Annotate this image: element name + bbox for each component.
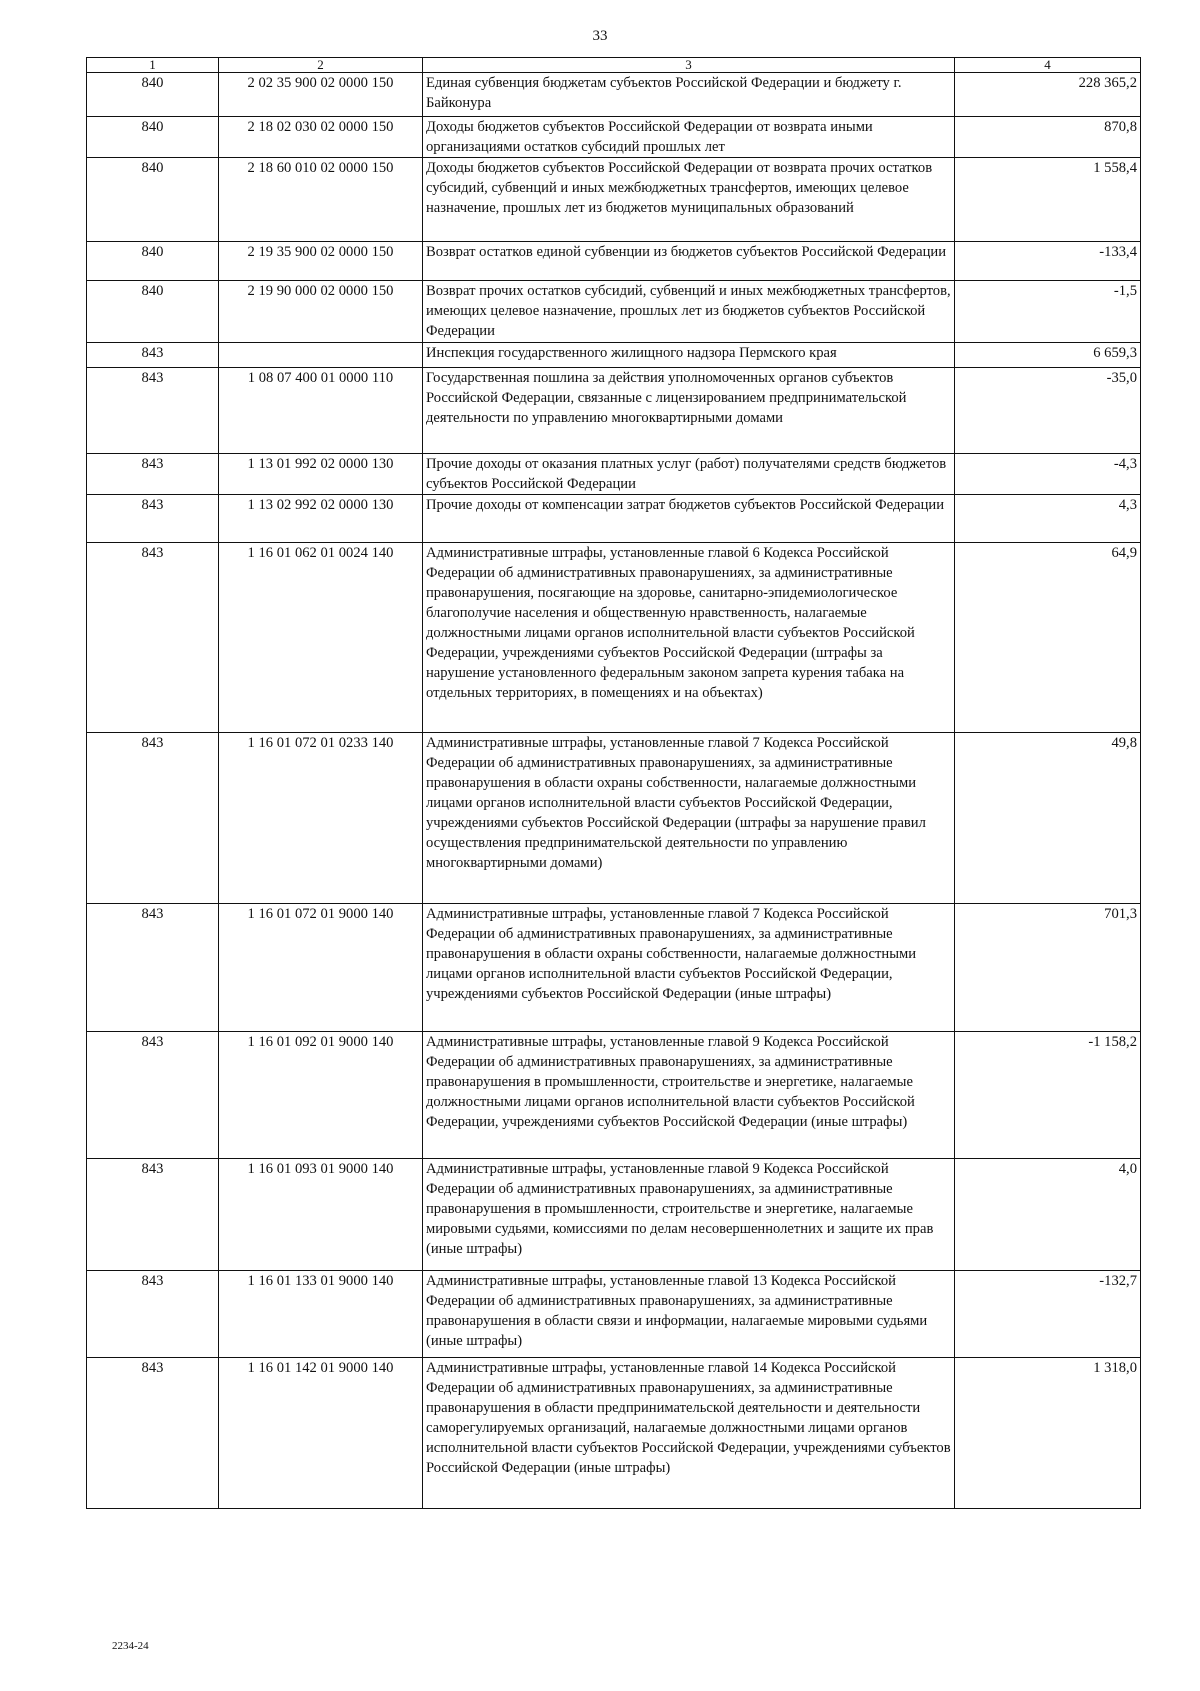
revenue-code-cell: 2 19 35 900 02 0000 150 bbox=[219, 242, 423, 281]
admin-code-cell: 840 bbox=[87, 73, 219, 117]
revenue-code-cell: 1 13 01 992 02 0000 130 bbox=[219, 454, 423, 495]
amount-cell: 4,0 bbox=[955, 1159, 1141, 1271]
description-cell: Административные штрафы, установленные главой 14 Кодекса Российской Федерации об административных правонарушениях, за административные правонарушения в области предпринимательской деятельности и деятельности саморегулируемых организаций, налагаемые должностными лицами органов исполнительной власти субъектов Российской Федерации, учреждениями субъектов Российской Федерации (иные штрафы) bbox=[423, 1358, 955, 1509]
admin-code-cell: 843 bbox=[87, 904, 219, 1032]
revenue-code-cell: 1 08 07 400 01 0000 110 bbox=[219, 368, 423, 454]
revenue-code-cell: 1 16 01 142 01 9000 140 bbox=[219, 1358, 423, 1509]
revenue-code-cell: 1 13 02 992 02 0000 130 bbox=[219, 495, 423, 543]
revenue-code-cell: 1 16 01 072 01 0233 140 bbox=[219, 733, 423, 904]
table-row bbox=[87, 733, 1141, 904]
page-number: 33 bbox=[592, 28, 608, 44]
table-header-row bbox=[87, 58, 1141, 73]
table-row bbox=[87, 117, 1141, 158]
column-header-1: 1 bbox=[87, 58, 219, 73]
admin-code-cell: 843 bbox=[87, 495, 219, 543]
admin-code-cell: 840 bbox=[87, 117, 219, 158]
description-cell: Административные штрафы, установленные главой 9 Кодекса Российской Федерации об административных правонарушениях, за административные правонарушения в промышленности, строительстве и энергетике, налагаемые мировыми судьями, комиссиями по делам несовершеннолетних и защите их прав (иные штрафы) bbox=[423, 1159, 955, 1271]
admin-code-cell: 843 bbox=[87, 1159, 219, 1271]
amount-cell: 49,8 bbox=[955, 733, 1141, 904]
revenue-code-cell: 2 02 35 900 02 0000 150 bbox=[219, 73, 423, 117]
amount-cell: 6 659,3 bbox=[955, 343, 1141, 368]
amount-cell: -1,5 bbox=[955, 281, 1141, 343]
revenue-code-cell: 1 16 01 093 01 9000 140 bbox=[219, 1159, 423, 1271]
table-row bbox=[87, 242, 1141, 281]
table-row bbox=[87, 343, 1141, 368]
description-cell: Государственная пошлина за действия уполномоченных органов субъектов Российской Федерации, связанные с лицензированием предпринимательской деятельности по управлению многоквартирными домами bbox=[423, 368, 955, 454]
revenue-code-cell: 1 16 01 092 01 9000 140 bbox=[219, 1032, 423, 1159]
description-cell: Возврат остатков единой субвенции из бюджетов субъектов Российской Федерации bbox=[423, 242, 955, 281]
table-row bbox=[87, 454, 1141, 495]
table-row bbox=[87, 368, 1141, 454]
revenue-code-cell: 1 16 01 062 01 0024 140 bbox=[219, 543, 423, 733]
description-cell: Прочие доходы от оказания платных услуг (работ) получателями средств бюджетов субъектов Российской Федерации bbox=[423, 454, 955, 495]
table-row bbox=[87, 543, 1141, 733]
table-row bbox=[87, 158, 1141, 242]
description-cell: Административные штрафы, установленные главой 9 Кодекса Российской Федерации об административных правонарушениях, за административные правонарушения в промышленности, строительстве и энергетике, налагаемые должностными лицами органов исполнительной власти субъектов Российской Федерации, учреждениями субъектов Российской Федерации (иные штрафы) bbox=[423, 1032, 955, 1159]
description-cell: Единая субвенция бюджетам субъектов Российской Федерации и бюджету г. Байконура bbox=[423, 73, 955, 117]
table-row bbox=[87, 1159, 1141, 1271]
column-header-4: 4 bbox=[955, 58, 1141, 73]
table-row bbox=[87, 73, 1141, 117]
description-cell: Административные штрафы, установленные главой 7 Кодекса Российской Федерации об административных правонарушениях, за административные правонарушения в области охраны собственности, налагаемые должностными лицами органов исполнительной власти субъектов Российской Федерации, учреждениями субъектов Российской Федерации (иные штрафы) bbox=[423, 904, 955, 1032]
table-body bbox=[87, 73, 1141, 1509]
amount-cell: 4,3 bbox=[955, 495, 1141, 543]
table-row bbox=[87, 1032, 1141, 1159]
amount-cell: 1 558,4 bbox=[955, 158, 1141, 242]
amount-cell: -132,7 bbox=[955, 1271, 1141, 1358]
column-header-3: 3 bbox=[423, 58, 955, 73]
amount-cell: 64,9 bbox=[955, 543, 1141, 733]
table-row bbox=[87, 495, 1141, 543]
admin-code-cell: 843 bbox=[87, 454, 219, 495]
revenue-code-cell: 1 16 01 133 01 9000 140 bbox=[219, 1271, 423, 1358]
admin-code-cell: 843 bbox=[87, 733, 219, 904]
description-cell: Инспекция государственного жилищного надзора Пермского края bbox=[423, 343, 955, 368]
admin-code-cell: 843 bbox=[87, 1271, 219, 1358]
admin-code-cell: 843 bbox=[87, 1358, 219, 1509]
admin-code-cell: 843 bbox=[87, 543, 219, 733]
revenue-code-cell: 2 18 02 030 02 0000 150 bbox=[219, 117, 423, 158]
revenue-code-cell bbox=[219, 343, 423, 368]
admin-code-cell: 843 bbox=[87, 368, 219, 454]
column-header-2: 2 bbox=[219, 58, 423, 73]
admin-code-cell: 843 bbox=[87, 343, 219, 368]
admin-code-cell: 840 bbox=[87, 281, 219, 343]
admin-code-cell: 840 bbox=[87, 158, 219, 242]
amount-cell: -35,0 bbox=[955, 368, 1141, 454]
description-cell: Доходы бюджетов субъектов Российской Федерации от возврата иными организациями остатков субсидий прошлых лет bbox=[423, 117, 955, 158]
revenue-code-cell: 2 18 60 010 02 0000 150 bbox=[219, 158, 423, 242]
table-row bbox=[87, 904, 1141, 1032]
description-cell: Возврат прочих остатков субсидий, субвенций и иных межбюджетных трансфертов, имеющих целевое назначение, прошлых лет из бюджетов субъектов Российской Федерации bbox=[423, 281, 955, 343]
amount-cell: -1 158,2 bbox=[955, 1032, 1141, 1159]
description-cell: Прочие доходы от компенсации затрат бюджетов субъектов Российской Федерации bbox=[423, 495, 955, 543]
revenue-code-cell: 1 16 01 072 01 9000 140 bbox=[219, 904, 423, 1032]
amount-cell: 701,3 bbox=[955, 904, 1141, 1032]
revenue-code-cell: 2 19 90 000 02 0000 150 bbox=[219, 281, 423, 343]
description-cell: Административные штрафы, установленные главой 7 Кодекса Российской Федерации об административных правонарушениях, за административные правонарушения в области охраны собственности, налагаемые должностными лицами органов исполнительной власти субъектов Российской Федерации, учреждениями субъектов Российской Федерации (штрафы за нарушение правил осуществления предпринимательской деятельности по управлению многоквартирными домами) bbox=[423, 733, 955, 904]
admin-code-cell: 840 bbox=[87, 242, 219, 281]
table-row bbox=[87, 1271, 1141, 1358]
amount-cell: -4,3 bbox=[955, 454, 1141, 495]
description-cell: Административные штрафы, установленные главой 6 Кодекса Российской Федерации об административных правонарушениях, за административные правонарушения, посягающие на здоровье, санитарно-эпидемиологическое благополучие населения и общественную нравственность, налагаемые должностными лицами органов исполнительной власти субъектов Российской Федерации, учреждениями субъектов Российской Федерации (штрафы за нарушение установленного федеральным законом запрета курения табака на отдельных территориях, в помещениях и на объектах) bbox=[423, 543, 955, 733]
amount-cell: 1 318,0 bbox=[955, 1358, 1141, 1509]
document-code: 2234-24 bbox=[112, 1640, 149, 1652]
admin-code-cell: 843 bbox=[87, 1032, 219, 1159]
amount-cell: 228 365,2 bbox=[955, 73, 1141, 117]
table-row bbox=[87, 281, 1141, 343]
amount-cell: 870,8 bbox=[955, 117, 1141, 158]
description-cell: Доходы бюджетов субъектов Российской Федерации от возврата прочих остатков субсидий, субвенций и иных межбюджетных трансфертов, имеющих целевое назначение, прошлых лет из бюджетов муниципальных образований bbox=[423, 158, 955, 242]
table-row bbox=[87, 1358, 1141, 1509]
amount-cell: -133,4 bbox=[955, 242, 1141, 281]
budget-revenue-table bbox=[86, 57, 1141, 1509]
description-cell: Административные штрафы, установленные главой 13 Кодекса Российской Федерации об административных правонарушениях, за административные правонарушения в области связи и информации, налагаемые мировыми судьями (иные штрафы) bbox=[423, 1271, 955, 1358]
